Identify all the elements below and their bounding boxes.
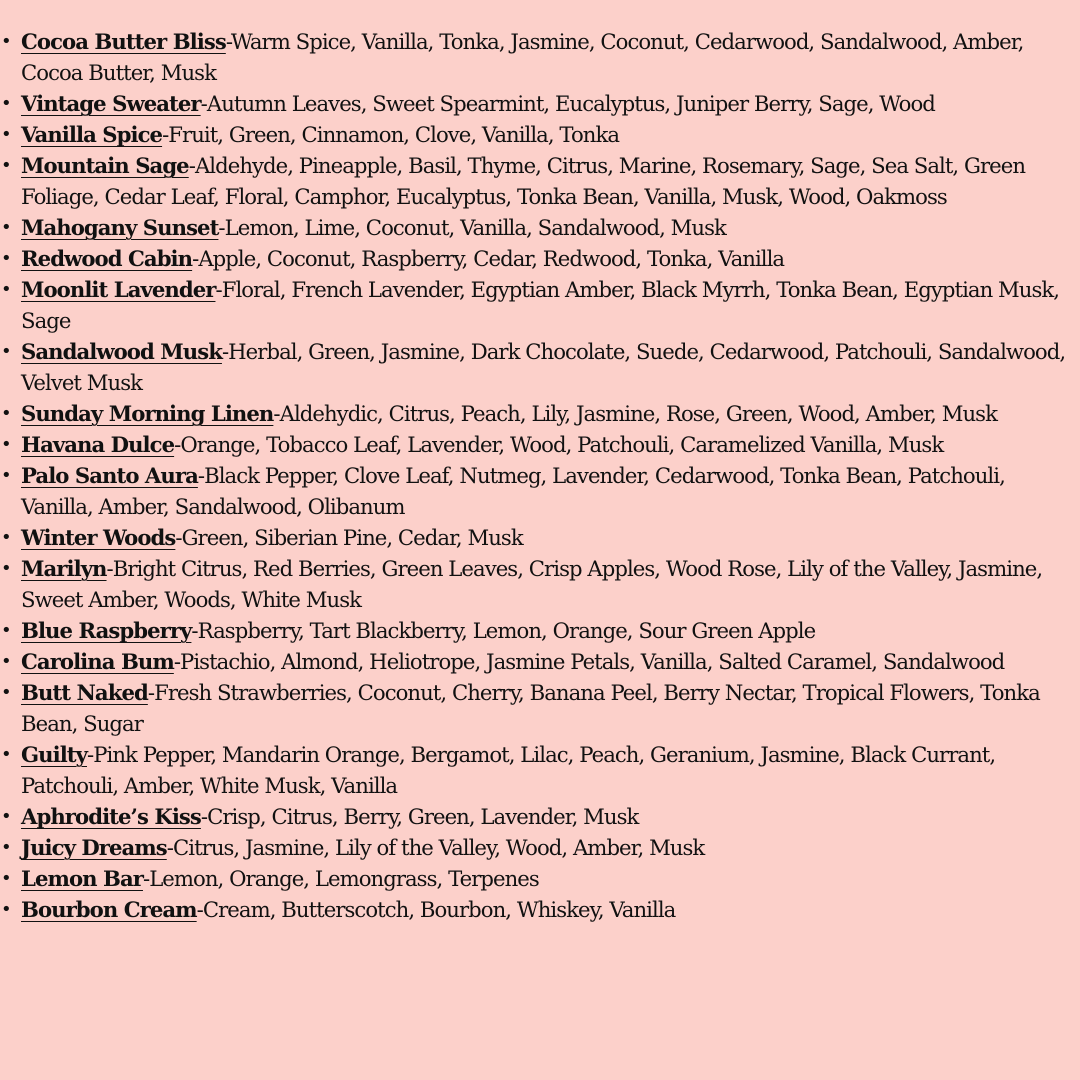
scent-notes: Bright Citrus, Red Berries, Green Leaves, Crisp Apples, Wood Rose, Lily of the Valley, Jasmine, Sweet Amber, Woods, White Musk [21,556,1043,612]
separator: - [200,804,208,829]
scent-name: Vintage Sweater [21,91,201,116]
scent-notes: Apple, Coconut, Raspberry, Cedar, Redwood, Tonka, Vanilla [198,246,785,271]
list-item [21,894,1070,925]
list-item [21,398,1070,429]
separator: - [166,835,173,860]
scent-name: Bourbon Cream [21,897,197,922]
list-item [21,336,1070,398]
separator: - [221,339,229,364]
separator: - [197,463,205,488]
scent-name: Mahogany Sunset [21,215,219,240]
scent-notes: Aldehydic, Citrus, Peach, Lily, Jasmine, Rose, Green, Wood, Amber, Musk [279,401,997,426]
scent-notes: Fresh Strawberries, Coconut, Cherry, Banana Peel, Berry Nectar, Tropical Flowers, Tonka Bean, Sugar [21,680,1040,736]
separator: - [218,215,225,240]
scent-name: Lemon Bar [21,866,143,891]
scent-notes: Crisp, Citrus, Berry, Green, Lavender, Musk [207,804,639,829]
separator: - [192,246,199,271]
separator: - [225,29,231,54]
list-item [21,88,1070,119]
list-item [21,863,1070,894]
separator: - [147,680,155,705]
scent-name: Mountain Sage [21,153,189,178]
list-item [21,150,1070,212]
separator: - [106,556,113,581]
scent-notes: Green, Siberian Pine, Cedar, Musk [181,525,523,550]
separator: - [173,649,181,674]
scent-notes: Lemon, Lime, Coconut, Vanilla, Sandalwood, Musk [224,215,726,240]
separator: - [87,742,94,767]
scent-name: Cocoa Butter Bliss [21,29,226,54]
scent-notes: Autumn Leaves, Sweet Spearmint, Eucalyptus, Juniper Berry, Sage, Wood [206,91,935,116]
scent-notes: Orange, Tobacco Leaf, Lavender, Wood, Patchouli, Caramelized Vanilla, Musk [180,432,944,457]
list-item [21,801,1070,832]
scent-notes: Lemon, Orange, Lemongrass, Terpenes [149,866,539,891]
list-item [21,553,1070,615]
list-item [21,615,1070,646]
scent-notes: Citrus, Jasmine, Lily of the Valley, Wood, Amber, Musk [172,835,705,860]
scent-notes: Warm Spice, Vanilla, Tonka, Jasmine, Coconut, Cedarwood, Sandalwood, Amber, Cocoa Butter, Musk [21,29,1024,85]
scent-notes: Fruit, Green, Cinnamon, Clove, Vanilla, Tonka [168,122,620,147]
scent-name: Moonlit Lavender [21,277,216,302]
scent-list [0,26,1070,925]
list-item [21,460,1070,522]
list-item [21,646,1070,677]
list-item [21,832,1070,863]
separator: - [273,401,280,426]
scent-name: Guilty [21,742,87,767]
list-item [21,26,1070,88]
scent-notes: Cream, Butterscotch, Bourbon, Whiskey, Vanilla [202,897,676,922]
scent-notes: Black Pepper, Clove Leaf, Nutmeg, Lavender, Cedarwood, Tonka Bean, Patchouli, Vanilla, Amber, Sandalwood, Olibanum [21,463,1005,519]
list-item [21,274,1070,336]
scent-name: Juicy Dreams [21,835,167,860]
scent-name: Redwood Cabin [21,246,193,271]
scent-name: Vanilla Spice [21,122,163,147]
scent-notes: Raspberry, Tart Blackberry, Lemon, Orange, Sour Green Apple [197,618,816,643]
separator: - [188,153,195,178]
separator: - [196,897,203,922]
separator: - [200,91,207,116]
separator: - [162,122,169,147]
scent-notes: Floral, French Lavender, Egyptian Amber, Black Myrrh, Tonka Bean, Egyptian Musk, Sage [21,277,1060,333]
scent-name: Winter Woods [21,525,176,550]
scent-name: Blue Raspberry [21,618,192,643]
list-item [21,739,1070,801]
list-item [21,119,1070,150]
scent-notes: Herbal, Green, Jasmine, Dark Chocolate, Suede, Cedarwood, Patchouli, Sandalwood, Velvet Musk [21,339,1066,395]
scent-name: Aphrodite’s Kiss [21,804,201,829]
scent-name: Sandalwood Musk [21,339,222,364]
list-item [21,429,1070,460]
scent-name: Marilyn [21,556,107,581]
scent-notes: Pistachio, Almond, Heliotrope, Jasmine Petals, Vanilla, Salted Caramel, Sandalwood [180,649,1005,674]
scent-name: Palo Santo Aura [21,463,198,488]
scent-name: Butt Naked [21,680,148,705]
list-item [21,677,1070,739]
list-item [21,212,1070,243]
scent-name: Havana Dulce [21,432,175,457]
separator: - [142,866,150,891]
separator: - [174,432,181,457]
list-item [21,243,1070,274]
list-item [21,522,1070,553]
scent-name: Sunday Morning Linen [21,401,274,426]
scent-notes: Aldehyde, Pineapple, Basil, Thyme, Citrus, Marine, Rosemary, Sage, Sea Salt, Green Foliage, Cedar Leaf, Floral, Camphor, Eucalyptus, Tonka Bean, Vanilla, Musk, Wood, Oakmoss [21,153,1026,209]
separator: - [215,277,222,302]
scent-name: Carolina Bum [21,649,174,674]
separator: - [191,618,198,643]
scent-notes: Pink Pepper, Mandarin Orange, Bergamot, Lilac, Peach, Geranium, Jasmine, Black Currant, Patchouli, Amber, White Musk, Vanilla [21,742,996,798]
separator: - [175,525,182,550]
